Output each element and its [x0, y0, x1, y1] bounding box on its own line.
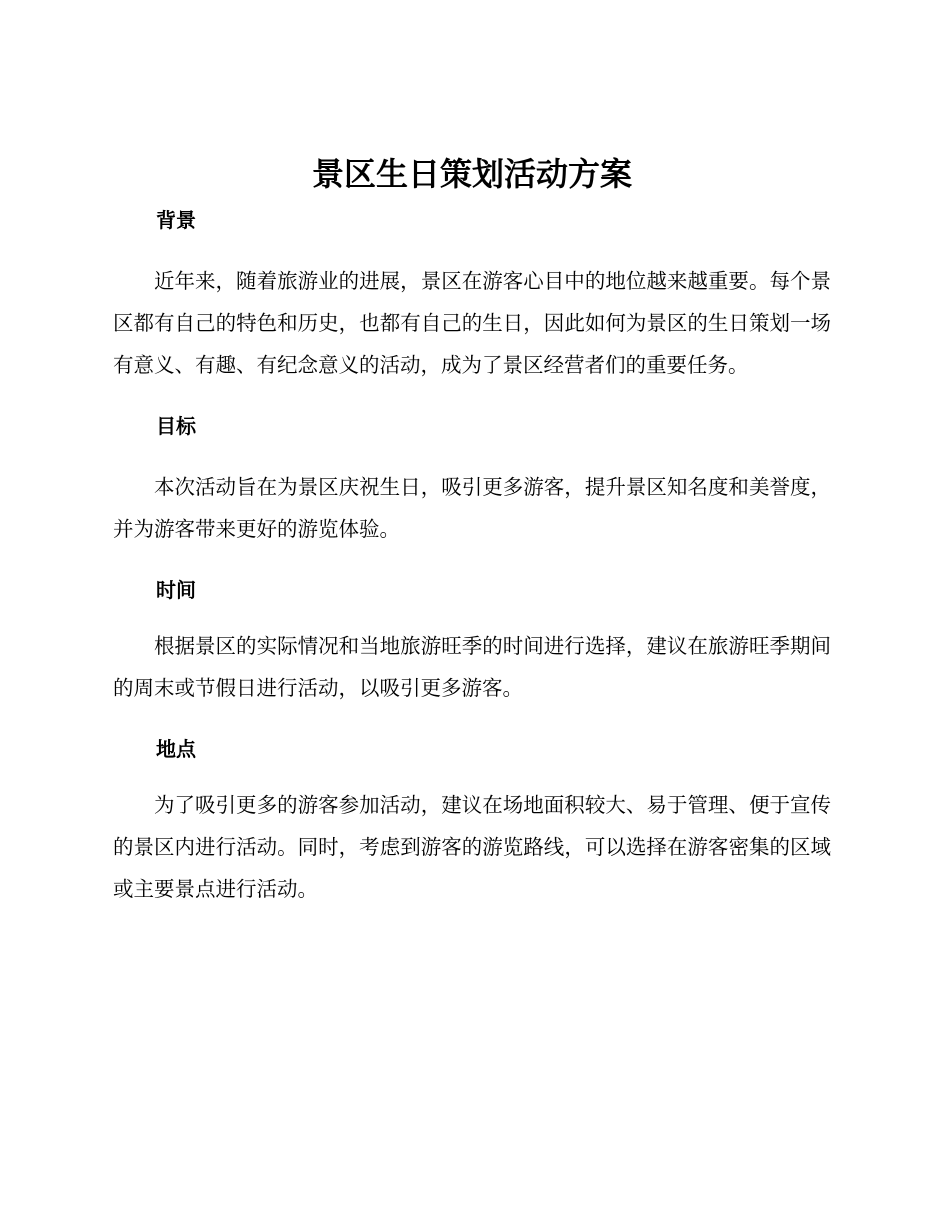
section-heading-goal: 目标	[156, 414, 196, 438]
section-heading-background: 背景	[156, 208, 196, 232]
section-heading-time: 时间	[156, 578, 196, 602]
section-body-goal: 本次活动旨在为景区庆祝生日，吸引更多游客，提升景区知名度和美誉度，并为游客带来更好的游览体验。	[113, 475, 831, 541]
section-body-location: 为了吸引更多的游客参加活动，建议在场地面积较大、易于管理、便于宣传的景区内进行活动。同时，考虑到游客的游览路线，可以选择在游客密集的区域或主要景点进行活动。	[113, 793, 831, 901]
document-content	[113, 150, 831, 910]
document-title: 景区生日策划活动方案	[311, 155, 632, 193]
section-body-background: 近年来，随着旅游业的进展，景区在游客心目中的地位越来越重要。每个景区都有自己的特色和历史，也都有自己的生日，因此如何为景区的生日策划一场有意义、有趣、有纪念意义的活动，成为了景区经营者们的重要任务。	[113, 269, 831, 377]
section-heading-location: 地点	[156, 737, 196, 761]
section-body-time: 根据景区的实际情况和当地旅游旺季的时间进行选择，建议在旅游旺季期间的周末或节假日进行活动，以吸引更多游客。	[113, 634, 831, 700]
